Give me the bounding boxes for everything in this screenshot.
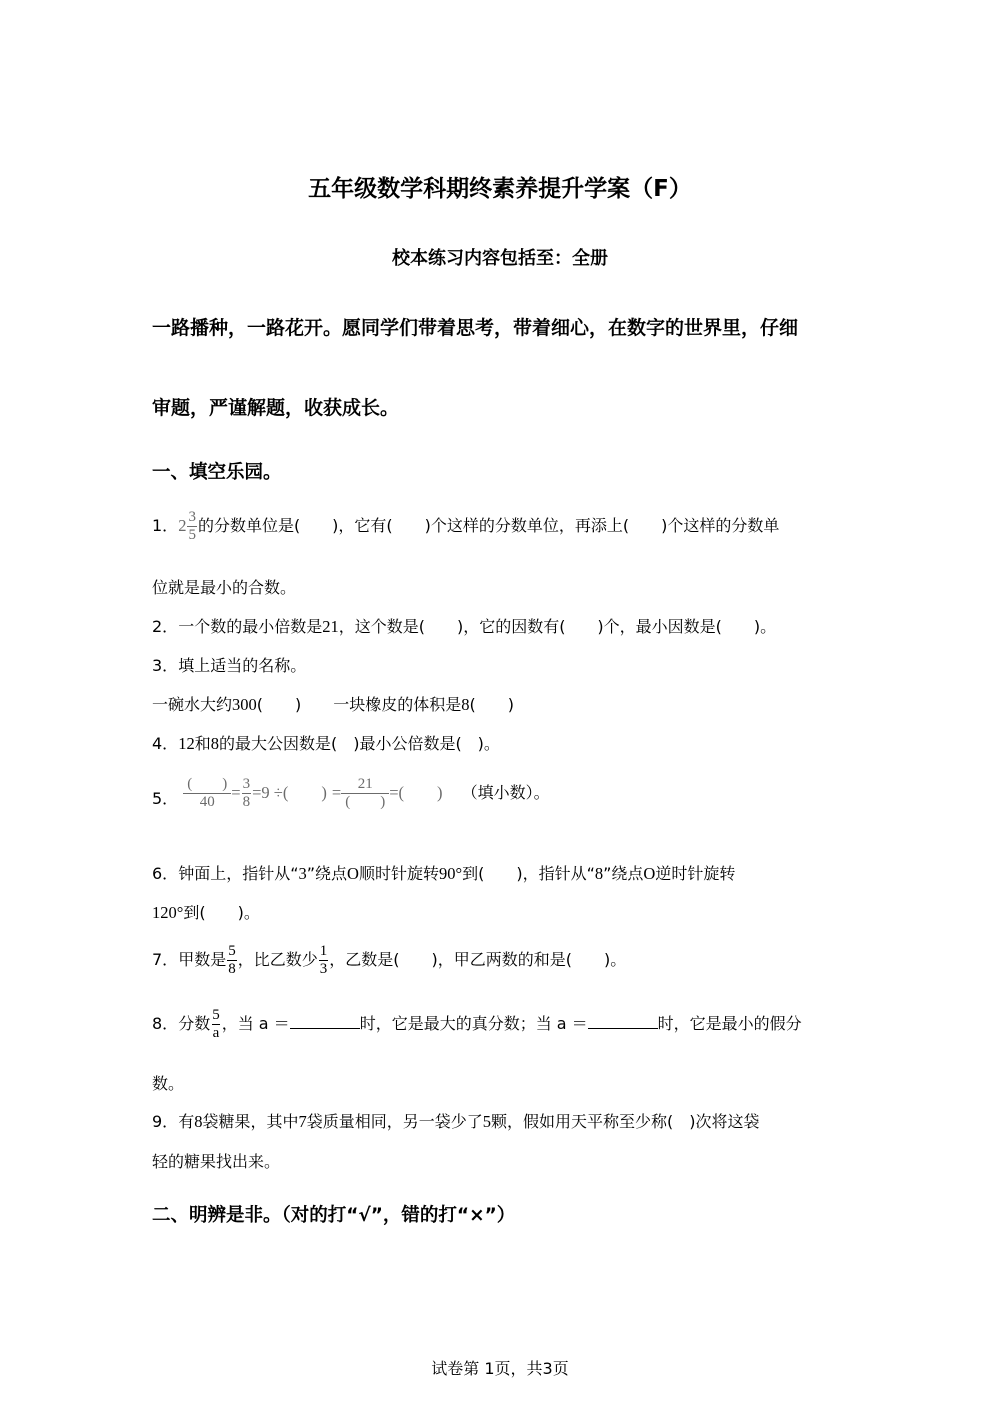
question-7: 7．甲数是 $\frac{5}{8}$ ，比乙数少 $\frac{1}{3}$ ，乙数是( )，甲乙两数的和是( )。 [152, 943, 627, 977]
question-6: 6．钟面上，指针从“3”绕点O顺时针旋转90°到( )，指针从“8”绕点O逆时针旋转 [152, 864, 736, 883]
page-subtitle: 校本练习内容包括至：全册 [392, 248, 608, 269]
fraction: $\frac{3}{5}$ [188, 509, 196, 543]
question-9: 9．有8袋糖果，其中7袋质量相同，另一袋少了5颗，假如用天平称至少称( )次将这袋 [152, 1112, 760, 1131]
section-2-heading: 二、明辨是非。（对的打“√”，错的打“×”） [152, 1205, 516, 1226]
page-footer: 试卷第 1页，共3页 [431, 1359, 569, 1378]
question-3: 3．填上适当的名称。 [152, 656, 307, 675]
answer-blank[interactable] [290, 1014, 360, 1029]
question-1-cont: 位就是最小的合数。 [152, 578, 297, 597]
question-2: 2．一个数的最小倍数是21，这个数是( )，它的因数有( )个，最小因数是( )。 [152, 617, 777, 636]
intro-line-2: 审题，严谨解题，收获成长。 [152, 397, 400, 419]
question-text: 的分数单位是( )，它有( )个这样的分数单位，再添上( )个这样的分数单 [197, 516, 780, 535]
question-5: 5． $\frac{( )}{40}$ = $\frac{3}{8}$ =9 ÷( ) = $\frac{21}{( )}$ =( ) （填小数）。 [152, 776, 550, 810]
intro-line-1: 一路播种，一路花开。愿同学们带着思考，带着细心，在数字的世界里，仔细 [152, 317, 799, 339]
fraction: $\frac{3}{8}$ [242, 776, 251, 810]
page-title: 五年级数学科期终素养提升学案（F） [308, 176, 692, 202]
question-6-cont: 120°到( )。 [152, 903, 260, 922]
question-8: 8．分数 $\frac{5}{a}$ ，当 a ＝ 时，它是最大的真分数；当 a ＝ 时，它是最小的假分 [152, 1007, 802, 1041]
fraction: $\frac{21}{( )}$ [342, 777, 388, 810]
fraction: $\frac{5}{a}$ [212, 1007, 220, 1041]
fraction: $\frac{1}{3}$ [319, 943, 328, 977]
mixed-whole: 2 [178, 516, 187, 535]
fraction: $\frac{5}{8}$ [228, 943, 236, 977]
section-1-heading: 一、填空乐园。 [152, 462, 282, 483]
question-1 [152, 510, 779, 543]
fraction: $\frac{( )}{40}$ [184, 777, 230, 810]
question-9-cont: 轻的糖果找出来。 [152, 1152, 281, 1171]
answer-blank[interactable] [588, 1014, 658, 1029]
question-3-line-2: 一碗水大约300( ) 一块橡皮的体积是8( ) [152, 695, 515, 714]
question-number: 1． [152, 516, 179, 535]
question-8-cont: 数。 [152, 1074, 185, 1093]
question-4: 4．12和8的最大公因数是( )最小公倍数是( )。 [152, 734, 500, 753]
